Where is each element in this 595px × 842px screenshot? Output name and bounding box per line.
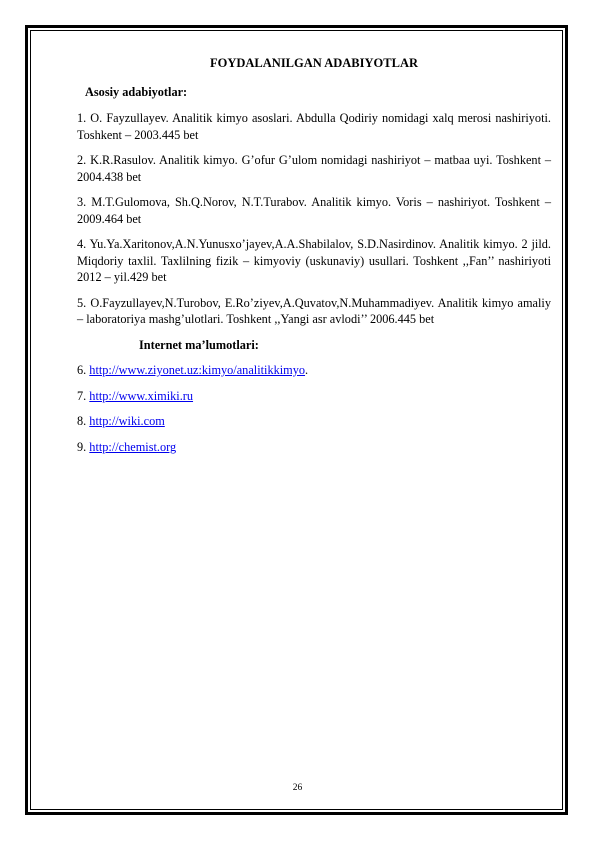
link-number: 9. <box>77 439 90 454</box>
link-number: 8. <box>77 414 90 428</box>
reference-item: 5. O.Fayzullayev,N.Turobov, E.Ro’ziyev,A.Quvatov,N.Muhammadiyev. Analitik kimyo amaliy – laboratoriya mashg’ulotlari. Toshkent ,,Yangi asr avlodi’’ 2006.445 bet <box>77 295 551 326</box>
reference-link[interactable]: http://wiki.com <box>89 414 165 428</box>
internet-sources-heading: Internet ma’lumotlari: <box>139 337 259 352</box>
link-item <box>77 439 551 456</box>
page-title: FOYDALANILGAN ADABIYOTLAR <box>209 56 418 70</box>
reference-item: 3. M.T.Gulomova, Sh.Q.Norov, N.T.Turabov. Analitik kimyo. Voris – nashiriyot. Toshkent – 2009.464 bet <box>77 195 551 226</box>
reference-item: 1. O. Fayzullayev. Analitik kimyo asoslari. Abdulla Qodiriy nomidagi xalq merosi nashiriyoti. Toshkent – 2003.445 bet <box>77 111 551 142</box>
link-item <box>77 413 551 430</box>
main-literature-heading: Asosiy adabiyotlar: <box>85 84 188 99</box>
page-number: 26 <box>292 783 303 793</box>
reference-link[interactable]: http://chemist.org <box>89 439 177 454</box>
link-suffix: . <box>305 363 309 377</box>
link-item <box>77 388 551 405</box>
page-content <box>77 55 551 464</box>
link-number: 6. <box>77 363 90 377</box>
reference-link[interactable]: http://www.ziyonet.uz:kimyo/analitikkimyo <box>89 363 306 377</box>
link-number: 7. <box>77 388 90 403</box>
reference-item: 2. K.R.Rasulov. Analitik kimyo. G’ofur G’ulom nomidagi nashiriyot – matbaa uyi. Toshkent – 2004.438 bet <box>77 153 551 184</box>
reference-link[interactable]: http://www.ximiki.ru <box>89 388 194 403</box>
reference-item: 4. Yu.Ya.Xaritonov,A.N.Yunusxo’jayev,A.A.Shabilalov, S.D.Nasirdinov. Analitik kimyo. 2 jild. Miqdoriy taxlil. Taxlilning fizik – kimyoviy (uskunaviy) usullari. Toshkent ,,Fan’’ nashiriyoti 2012 – yil.429 bet <box>77 237 551 284</box>
link-item <box>77 362 551 379</box>
